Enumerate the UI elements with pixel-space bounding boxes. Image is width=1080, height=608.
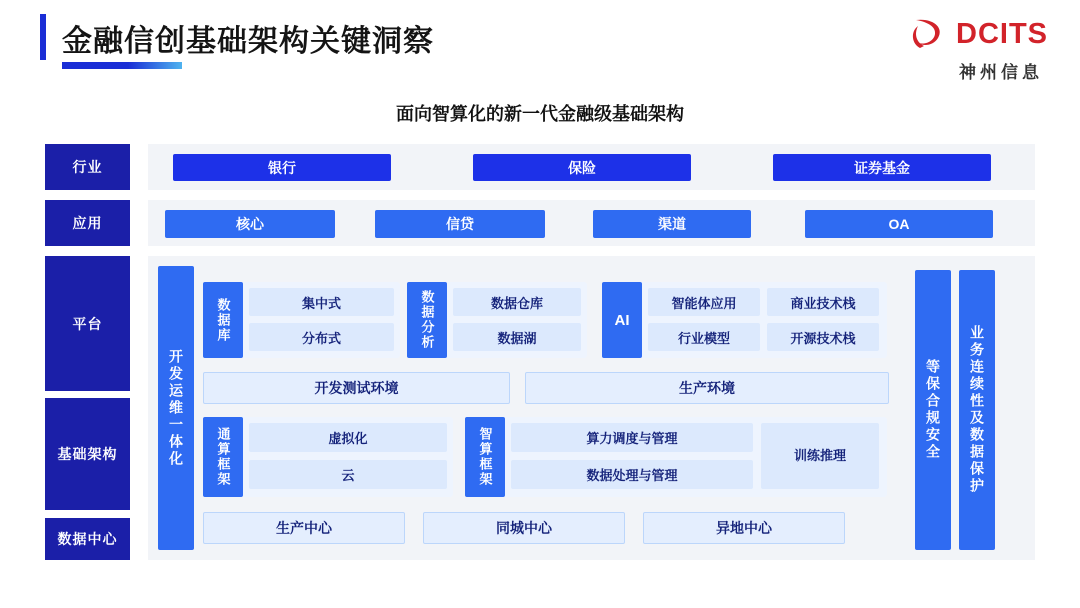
smart-compute-item-scheduling[interactable]: 算力调度与管理 <box>511 423 753 452</box>
center-remote[interactable]: 异地中心 <box>643 512 845 544</box>
env-production[interactable]: 生产环境 <box>525 372 889 404</box>
logo-swirl-icon <box>908 14 948 54</box>
row-label-datacenter: 数据中心 <box>45 518 130 560</box>
application-item-credit[interactable]: 信贷 <box>375 210 545 238</box>
industry-item-bank[interactable]: 银行 <box>173 154 391 181</box>
ai-item-industry-model[interactable]: 行业模型 <box>648 323 760 351</box>
smart-compute-training-inference[interactable]: 训练推理 <box>761 423 879 489</box>
smart-compute-title: 智算框架 <box>465 417 505 497</box>
header-accent-bar <box>40 14 46 60</box>
page-header <box>0 0 1080 88</box>
page-title: 金融信创基础架构关键洞察 <box>62 25 434 58</box>
env-dev-test[interactable]: 开发测试环境 <box>203 372 510 404</box>
ai-title: AI <box>602 282 642 358</box>
pillar-compliance-security[interactable]: 等保合规安全 <box>915 270 951 550</box>
database-item-distributed[interactable]: 分布式 <box>249 323 394 351</box>
smart-compute-item-data-processing[interactable]: 数据处理与管理 <box>511 460 753 489</box>
application-item-channel[interactable]: 渠道 <box>593 210 751 238</box>
application-item-core[interactable]: 核心 <box>165 210 335 238</box>
row-label-infrastructure: 基础架构 <box>45 398 130 510</box>
row-label-industry: 行业 <box>45 144 130 190</box>
center-metro[interactable]: 同城中心 <box>423 512 625 544</box>
general-compute-item-cloud[interactable]: 云 <box>249 460 447 489</box>
application-item-oa[interactable]: OA <box>805 210 993 238</box>
row-label-application: 应用 <box>45 200 130 246</box>
database-title: 数据库 <box>203 282 243 358</box>
general-compute-item-virtualization[interactable]: 虚拟化 <box>249 423 447 452</box>
row-label-platform: 平台 <box>45 256 130 391</box>
database-item-centralized[interactable]: 集中式 <box>249 288 394 316</box>
industry-item-insurance[interactable]: 保险 <box>473 154 691 181</box>
data-analysis-item-lake[interactable]: 数据湖 <box>453 323 581 351</box>
brand-logo <box>908 14 1048 83</box>
diagram-subtitle: 面向智算化的新一代金融级基础架构 <box>396 104 684 124</box>
center-production[interactable]: 生产中心 <box>203 512 405 544</box>
architecture-diagram <box>45 140 1035 570</box>
ai-item-agent-app[interactable]: 智能体应用 <box>648 288 760 316</box>
industry-item-securities[interactable]: 证券基金 <box>773 154 991 181</box>
logo-text-en: DCITS <box>956 17 1048 50</box>
general-compute-title: 通算框架 <box>203 417 243 497</box>
data-analysis-item-warehouse[interactable]: 数据仓库 <box>453 288 581 316</box>
ai-item-commercial-stack[interactable]: 商业技术栈 <box>767 288 879 316</box>
pillar-continuity-data-protection[interactable]: 业务连续性及数据保护 <box>959 270 995 550</box>
pillar-devops[interactable]: 开发运维一体化 <box>158 266 194 550</box>
data-analysis-title: 数据分析 <box>407 282 447 358</box>
ai-item-opensource-stack[interactable]: 开源技术栈 <box>767 323 879 351</box>
header-underline <box>62 62 182 69</box>
logo-text-cn: 神州信息 <box>959 63 1043 82</box>
